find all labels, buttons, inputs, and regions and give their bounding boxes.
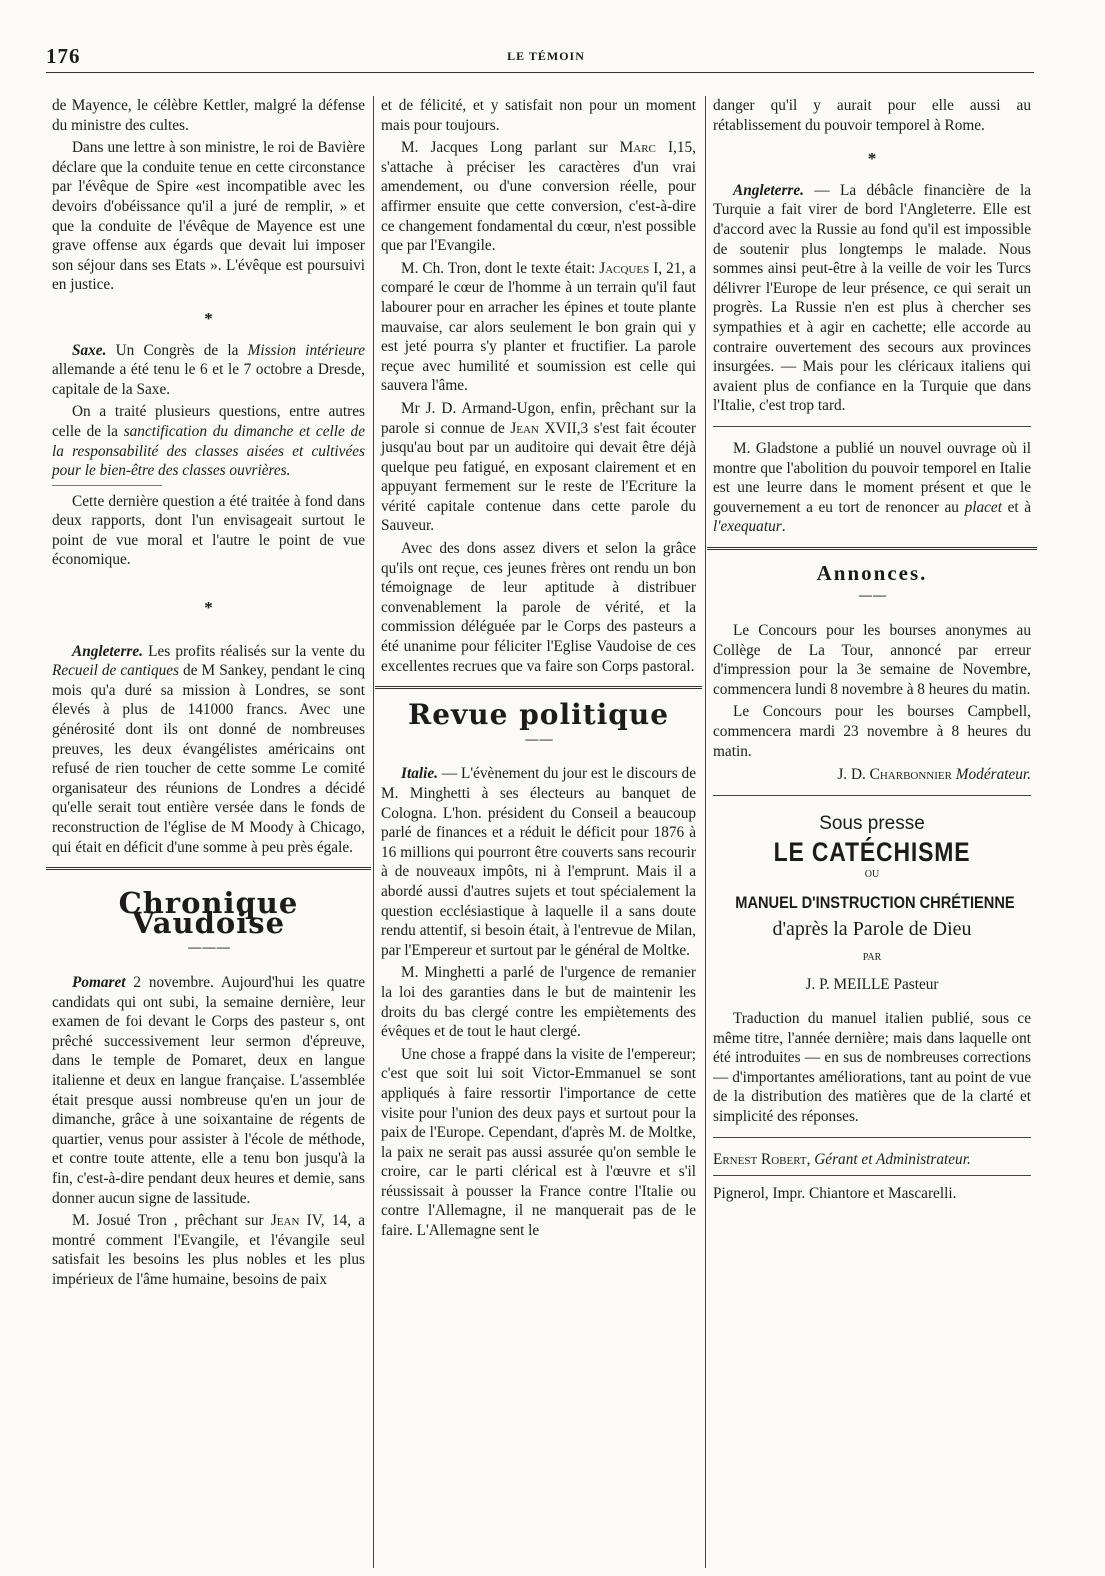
section-separator: * — [204, 598, 213, 618]
book-title: LE CATÉCHISME — [773, 837, 971, 868]
byline-label: PAR — [862, 951, 882, 963]
paragraph: et de félicité, et y satisfait non pour un moment mais pour toujours. — [381, 97, 696, 134]
conjunction: OU — [864, 869, 880, 880]
divider — [713, 1137, 1031, 1138]
journal-title: LE TÉMOIN — [507, 49, 585, 63]
section-separator: * — [867, 149, 877, 169]
keyword: Angleterre. — [72, 642, 143, 660]
paragraph: M. Minghetti a parlé de l'urgence de remanier la loi des garanties dans le but de maintenir les droits du bas clergé contre les empiètements des évêques et de tout le haut clergé. — [381, 964, 696, 1041]
keyword: Angleterre. — [733, 181, 804, 199]
paragraph: Angleterre. Les profits réalisés sur la vente du Recueil de cantiques de M Sankey, pendant le cinq mois qu'a duré sa mission à Londres, se sont élevés à plus de 141000 francs. Avec une générosité dont ils ont donné de nombreuses preuves, les deux évangélistes américains ont refusé de rien toucher de cette somme Le comité organisateur des réunions de Londres a décidé qu'elle serait tout entière versée dans le fonds de reconstruction de l'église de M Moody à Chicago, qui était en déficit d'une somme à peu près égale. — [52, 642, 365, 856]
paragraph: de Mayence, le célèbre Kettler, malgré la défense du ministre des cultes. — [52, 97, 365, 134]
title-dash: — — — [858, 587, 886, 603]
divider — [713, 426, 1031, 427]
paragraph: Avec des dons assez divers et selon la grâce qu'ils ont reçue, ces jeunes frères ont rendu un bon témoignage de leur aptitude à distribuer convenablement la parole de vérité, et la commission déléguée par le Corps des pasteurs a été unanime pour féliciter l'Eglise Vaudoise de ces excellentes recrues que va faire son Corps pastoral. — [381, 540, 696, 675]
book-subtitle: MANUEL D'INSTRUCTION CHRÉTIENNE — [735, 892, 1015, 912]
paragraph: Mr J. D. Armand-Ugon, enfin, prêchant sur la parole si connue de Jean XVII,3 s'est fait écouter jusqu'au bout par un auditoire qui devait être déjà quelque peu fatigué, en exposant clairement et en appuyant fermement sur le reste de l'Ecriture la vérité capitale contenue dans cette parole du Sauveur. — [381, 399, 696, 535]
column-divider — [373, 96, 374, 1568]
paragraph: On a traité plusieurs questions, entre autres celle de la sanctification du dimanche et celle de la responsabilité des classes aisées et cultivées pour le bien-être des classes ouvrières. — [52, 403, 365, 480]
paragraph: Une chose a frappé dans la visite de l'empereur; c'est que soit lui soit Victor-Emmanuel se sont appliqués à faire ressortir l'importance de cette visite pour l'union des deux pays et surtout pour la paix de l'Europe. Cependant, d'après M. de Moltke, la paix ne serait pas aussi assurée qu'on semble le croire, car le parti clérical est à l'œuvre et s'il réussissait à pousser la France contre l'Italie ou contre l'Allemagne, il ne manquerait pas de le faire. L'Allemagne sent le — [381, 1045, 696, 1240]
paragraph: M. Ch. Tron, dont le texte était: Jacques I, 21, a comparé le cœur de l'homme à un terrain qu'il faut labourer pour en arracher les épines et toute plante mauvaise, car alors seulement le bon grain qui y est jeté pourra s'y planter et fructifier. La parole reçue avec humilité et soumission est celle qui sauvera l'âme. — [381, 259, 696, 395]
announcement: Le Concours pour les bourses anonymes au Collège de La Tour, annoncé par erreur d'impression pour la 3e semaine de Novembre, commencera lundi 8 novembre à 8 heures du matin. — [713, 622, 1031, 698]
section-separator: * — [204, 308, 213, 328]
divider — [713, 1175, 1031, 1176]
book-author: J. P. MEILLE Pasteur — [805, 976, 939, 994]
paragraph: Saxe. Un Congrès de la Mission intérieure allemande a été tenu le 6 et le 7 octobre a Dresde, capitale de la Saxe. — [52, 341, 365, 398]
paragraph: M. Jacques Long parlant sur Marc I,15, s'attache à préciser les caractères d'un vrai amendement, ou d'une conversion réelle, pour affirmer ensuite que cette conversion, c'est-à-dire ce changement fondamental du cœur, n'est possible que par l'Evangile. — [381, 139, 696, 255]
page-number: 176 — [46, 44, 81, 68]
title-dash: — — — [525, 730, 552, 746]
section-title: Chronique Vaudoise — [118, 886, 299, 940]
manager-line: Ernest Robert, Gérant et Administrateur. — [713, 1150, 971, 1168]
section-rule — [375, 686, 702, 689]
imprint: Pignerol, Impr. Chiantore et Mascarelli. — [713, 1185, 957, 1203]
keyword: Saxe. — [72, 341, 107, 359]
page-header — [46, 44, 1046, 70]
header-rule — [46, 72, 1034, 73]
paragraph: Angleterre. — La débâcle financière de la Turquie a fait virer de bord l'Angleterre. Elle est d'accord avec la Russie au fond qu'il est impossible de soutenir plus longtemps le malade. Nous sommes ainsi peut-être à la veille de voir les Turcs délivrer l'Europe de leur présence, ce qui serait un progrès. La Russie n'en est plus à chercher ses sympathies et à agir en cachette; elle accorde au contraire ouvertement des secours aux provinces insurgées. — Mais pour les cléricaux italiens qui avaient plus de confiance en la Turquie que dans l'Italie, c'est trop tard. — [713, 181, 1031, 415]
paragraph: danger qu'il y aurait pour elle aussi au rétablissement du pouvoir temporel à Rome. — [713, 97, 1031, 134]
divider — [52, 485, 162, 486]
keyword: Italie. — [401, 765, 438, 783]
paragraph: M. Gladstone a publié un nouvel ouvrage où il montre que l'abolition du pouvoir temporel en Italie est une leurre dans le moment présent et que le gouvernement a eu tort de renoncer au placet et à l'exequatur. — [713, 439, 1032, 536]
paragraph: Cette dernière question a été traitée à fond dans deux rapports, dont l'un envisageait surtout le point de vue moral et l'autre le point de vue économique. — [52, 492, 365, 569]
paragraph: Italie. — L'évènement du jour est le discours de M. Minghetti à ses électeurs au banquet de Cologna. L'hon. président du Conseil a beaucoup parlé de finances et a réduit le déficit pour 1876 à 16 millions qui pourront être couverts sans recourir à de nouveaux impôts, ni à l'emprunt. Mais il a abordé aussi d'autres sujets et tout spécialement la question ecclésiastique à laquelle il a sans doute rendu attentif, si besoin était, à l'entrevue de Milan, par l'Empereur et surtout par le général de Moltke. — [381, 765, 696, 959]
keyword: Pomaret — [72, 973, 126, 991]
divider — [713, 795, 1031, 796]
announcement: Le Concours pour les bourses Campbell, commencera mardi 23 novembre à 8 heures du matin. — [713, 703, 1031, 760]
paragraph: Pomaret 2 novembre. Aujourd'hui les quatre candidats qui ont subi, la semaine dernière, leur examen de foi devant le Corps des pasteur s, ont prêché successivement leur sermon d'épreuve, dans le temple de Pomaret, deux en langue italienne et deux en langue française. L'assemblée était presque aussi nombreuse qu'en un jour de dimanche, grâce à une soixantaine de régents de quartier, venus pour assister à l'école de méthode, et contre toute attente, elle a tenu bon jusqu'à la fin, c'est-à-dire pendant deux heures et demie, sans donner aucun signe de lassitude. — [52, 973, 365, 1207]
column-divider — [705, 96, 706, 1568]
column-3 — [713, 96, 1031, 1207]
advert-heading: Sous presse — [819, 812, 925, 834]
column-1 — [52, 96, 365, 1292]
book-tagline: d'après la Parole de Dieu — [772, 918, 972, 941]
title-dash: — — — — [188, 939, 229, 955]
section-rule — [707, 547, 1037, 550]
paragraph: Dans une lettre à son ministre, le roi de Bavière déclare que la conduite tenue en cette circonstance par l'évêque de Spire «est incompatible avec les devoirs d'obéissance qu'il a juré de remplir, » et que la conduite de l'évêque de Mayence est une grave offense aux égards que devait lui imposer son séjour dans ses Etats ». L'évêque est poursuivi en justice. — [52, 139, 365, 294]
section-title: Revue politique — [407, 698, 670, 732]
signature: J. D. Charbonnier Modérateur. — [837, 766, 1031, 784]
section-title: Annonces. — [816, 560, 928, 585]
section-rule — [46, 867, 371, 870]
column-2 — [381, 96, 696, 1244]
paragraph: Traduction du manuel italien publié, sous ce même titre, l'année dernière; mais dans laquelle ont été introduites — en sus de nombreuses corrections — d'importantes améliorations, tant au point de vue de la distribution des matières que de la clarté et simplicité des réponses. — [713, 1009, 1031, 1125]
paragraph: M. Josué Tron , prêchant sur Jean IV, 14, a montré comment l'Evangile, et l'évangile seul satisfait les besoins les plus nobles et les plus impérieux de l'âme humaine, besoins de paix — [52, 1212, 365, 1288]
